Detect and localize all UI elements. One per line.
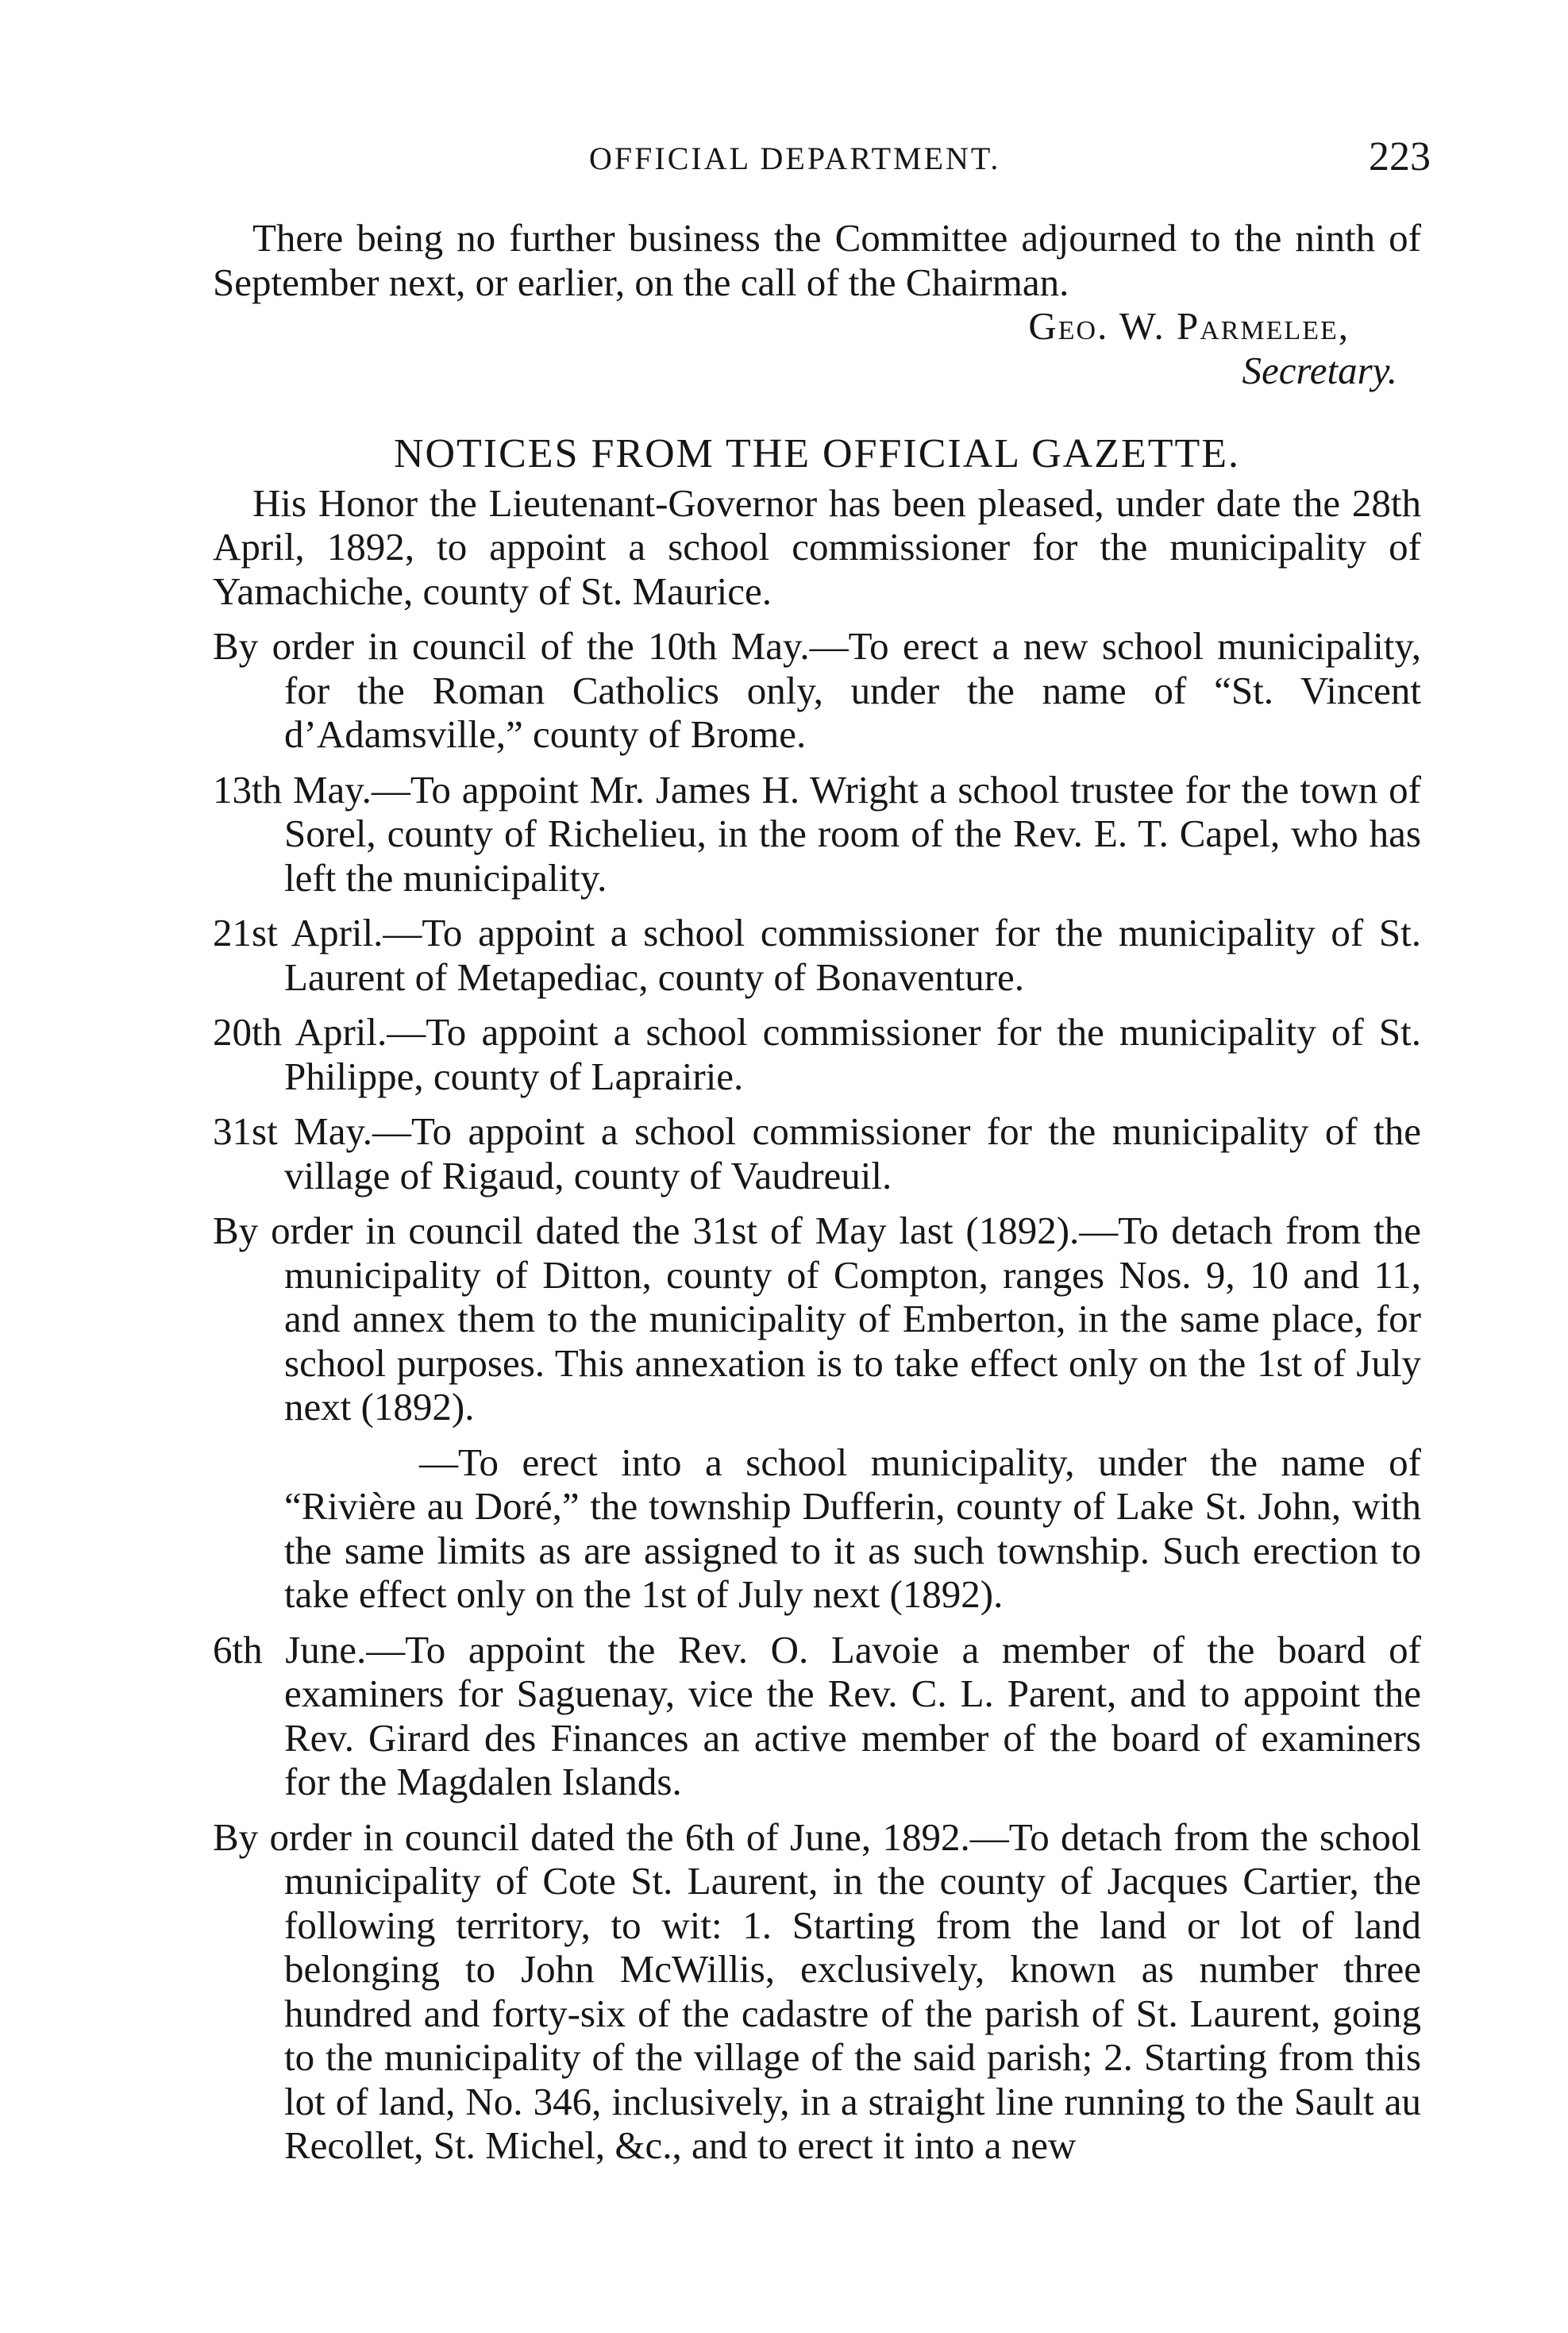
page-number: 223 bbox=[1369, 134, 1431, 179]
notice-entry: 20th April.—To appoint a school commissioner for the municipality of St. Philippe, county of Laprairie. bbox=[213, 1010, 1421, 1098]
notice-entry: 13th May.—To appoint Mr. James H. Wright a school trustee for the town of Sorel, county of Richelieu, in the room of the Rev. E. T. Capel, who has left the municipality. bbox=[213, 767, 1421, 900]
section-heading: NOTICES FROM THE OFFICIAL GAZETTE. bbox=[393, 431, 1241, 476]
notices-intro: His Honor the Lieutenant-Governor has been pleased, under date the 28th April, 1892, to appoint a school commissioner for the municipality of Yamachiche, county of St. Maurice. bbox=[213, 480, 1421, 613]
page-body bbox=[213, 216, 1421, 2168]
notice-entry: 6th June.—To appoint the Rev. O. Lavoie a member of the board of examiners for Saguenay, vice the Rev. C. L. Parent, and to appoint the Rev. Girard des Finances an active member of the board of examiners for the Magdalen Islands. bbox=[213, 1627, 1421, 1803]
notice-entry-continued: —To erect into a school municipality, under the name of “Rivière au Doré,” the township Dufferin, county of Lake St. John, with the same limits as are assigned to it as such township. Such erection to take effect only on the 1st of July next (1892). bbox=[284, 1440, 1421, 1616]
running-title: OFFICIAL DEPARTMENT. bbox=[589, 141, 1001, 176]
notice-entry: By order in council of the 10th May.—To erect a new school municipality, for the Roman Catholics only, under the name of “St. Vincent d’Adamsville,” county of Brome. bbox=[213, 624, 1421, 756]
signature-title: Secretary. bbox=[1242, 348, 1397, 392]
signature-name: Geo. W. Parmelee, bbox=[1028, 304, 1350, 348]
notice-entry: By order in council dated the 6th of June, 1892.—To detach from the school municipality of Cote St. Laurent, in the county of Jacques Cartier, the following territory, to wit: 1. Starting from the land or lot of land belonging to John McWillis, exclusively, known as number three hundred and forty-six of the cadastre of the parish of St. Laurent, going to the municipality of the village of the said parish; 2. Starting from this lot of land, No. 346, inclusively, in a straight line running to the Sault au Recollet, St. Michel, &c., and to erect it into a new bbox=[213, 1814, 1421, 2167]
notice-entry: 21st April.—To appoint a school commissioner for the municipality of St. Laurent of Metapediac, county of Bonaventure. bbox=[213, 911, 1421, 999]
notice-entry: By order in council dated the 31st of May last (1892).—To detach from the municipality of Ditton, county of Compton, ranges Nos. 9, 10 and 11, and annex them to the municipality of Emberton, in the same place, for school purposes. This annexation is to take effect only on the 1st of July next (1892). bbox=[213, 1209, 1421, 1429]
committee-closing-paragraph: There being no further business the Committee adjourned to the ninth of September next, or earlier, on the call of the Chairman. bbox=[213, 216, 1421, 304]
notice-entry: 31st May.—To appoint a school commissioner for the municipality of the village of Rigaud, county of Vaudreuil. bbox=[213, 1109, 1421, 1197]
running-head bbox=[208, 133, 1431, 189]
